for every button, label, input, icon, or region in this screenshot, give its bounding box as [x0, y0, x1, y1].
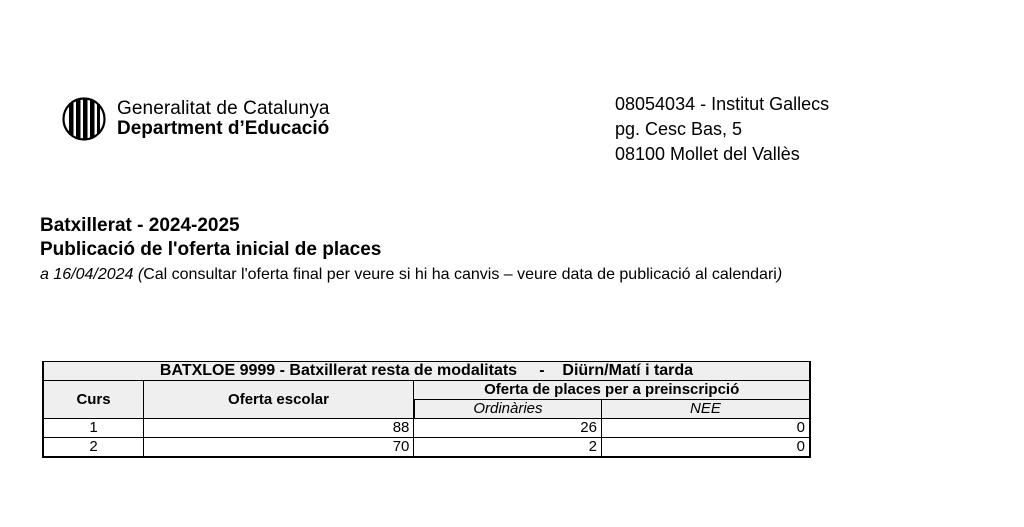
places-table — [42, 361, 811, 458]
header-oferta: Oferta escolar — [144, 381, 414, 419]
table-caption: BATXLOE 9999 - Batxillerat resta de modalitats - Diürn/Matí i tarda — [43, 362, 810, 381]
publication-date: a 16/04/2024 ( — [40, 266, 144, 283]
cell-nee: 0 — [601, 438, 810, 458]
generalitat-emblem-icon — [62, 97, 106, 141]
page-subtitle: Publicació de l'oferta inicial de places — [40, 239, 382, 260]
cell-ordinaries: 26 — [414, 419, 602, 438]
school-name: 08054034 - Institut Gallecs — [615, 94, 830, 114]
page-title: Batxillerat - 2024-2025 — [40, 215, 240, 236]
publication-note-close: ) — [776, 266, 783, 283]
cell-nee: 0 — [601, 419, 810, 438]
header-preinscripcio: Oferta de places per a preinscripció — [414, 381, 810, 400]
table-row — [43, 419, 810, 438]
header-ordinaries: Ordinàries — [414, 400, 602, 419]
cell-oferta: 70 — [144, 438, 414, 458]
logo-line-2: Department d’Educació — [117, 118, 330, 139]
header-curs: Curs — [43, 381, 144, 419]
school-street: pg. Cesc Bas, 5 — [615, 119, 743, 139]
publication-note-text: Cal consultar l'oferta final per veure si hi ha canvis – veure data de publicació al calendari — [143, 266, 777, 283]
header-nee: NEE — [601, 400, 810, 419]
logo-line-1: Generalitat de Catalunya — [117, 98, 330, 119]
publication-note — [40, 264, 782, 286]
cell-oferta: 88 — [144, 419, 414, 438]
table-row — [43, 438, 810, 458]
cell-ordinaries: 2 — [414, 438, 602, 458]
heading-block — [40, 214, 782, 286]
school-city: 08100 Mollet del Vallès — [615, 144, 800, 164]
cell-curs: 2 — [43, 438, 144, 458]
cell-curs: 1 — [43, 419, 144, 438]
school-address — [615, 92, 829, 167]
logo — [62, 97, 330, 141]
